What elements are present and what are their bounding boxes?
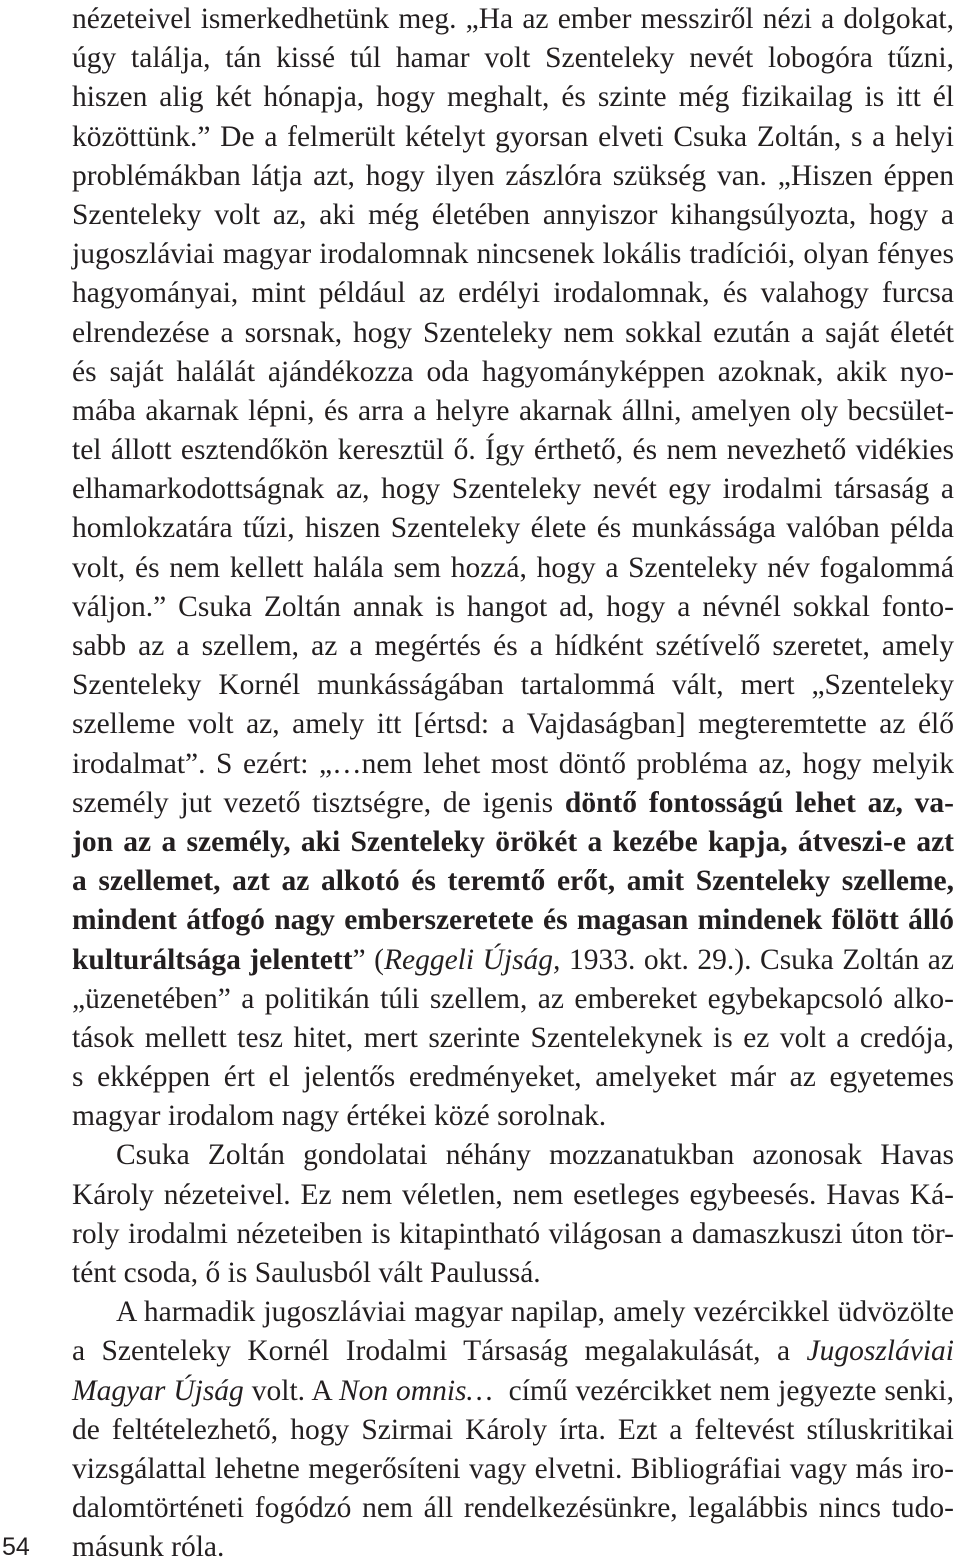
text-run: hagyományai, mint például az erdélyi irodalomnak, és valahogy furcsa [72, 277, 954, 310]
text-line [72, 0, 954, 39]
bold-text: jon az a személy, aki Szenteleky örökét a kezébe kapja, átveszi-e azt [72, 825, 954, 858]
text-run: Károly nézeteivel. Ez nem véletlen, nem esetleges egybeesés. Havas Ká- [72, 1178, 954, 1211]
text-run: szelleme volt az, amely itt [értsd: a Vajdaságban] megteremtette az élő [72, 708, 954, 741]
text-line [72, 39, 954, 78]
text-line [72, 431, 954, 470]
bold-text: mindent átfogó nagy emberszeretete és magasan mindenek fölött álló [72, 904, 954, 937]
text-run: közöttünk.” De a felmerült kételyt gyorsan elveti Csuka Zoltán, s a helyi [72, 120, 954, 153]
text-line [72, 588, 954, 627]
italic-text: Non omnis… [338, 1374, 493, 1407]
text-run: a Szenteleky Kornél Irodalmi Társaság megalakulását, a [72, 1335, 807, 1368]
text-line [72, 314, 954, 353]
text-line [72, 1489, 954, 1528]
text-line [72, 274, 954, 313]
text-line [72, 823, 954, 862]
text-line [72, 235, 954, 274]
text-line [72, 509, 954, 548]
text-line [72, 901, 954, 940]
text-run: problémákban látja azt, hogy ilyen zászlóra szükség van. „Hiszen éppen [72, 159, 954, 192]
text-run: tások mellett tesz hitet, mert szerinte Szentelekynek is ez volt a credója, [72, 1021, 954, 1054]
italic-text: Jugoszláviai [806, 1335, 954, 1368]
text-line [72, 1293, 954, 1332]
text-line [72, 78, 954, 117]
text-run: homlokzatára tűzi, hiszen Szenteleky élete és munkássága valóban példa [72, 512, 954, 545]
text-line [72, 1019, 954, 1058]
text-line [72, 1372, 954, 1411]
text-line [72, 1097, 954, 1136]
text-run: dalomtörténeti fogódzó nem áll rendelkezésünkre, legalábbis nincs tudo- [72, 1492, 954, 1525]
document-page [72, 0, 954, 1568]
text-line [72, 1411, 954, 1450]
text-run: hiszen alig két hónapja, hogy meghalt, és szinte még fizikailag is itt él [72, 81, 954, 114]
text-run: magyar irodalom nagy értékei közé sorolnak. [72, 1100, 607, 1133]
bold-text: a szellemet, azt az alkotó és teremtő erőt, amit Szenteleky szelleme, [72, 865, 954, 898]
text-run: tel állott esztendőkön keresztül ő. Így érthető, és nem nevezhető vidékies [72, 434, 954, 467]
text-run: jugoszláviai magyar irodalomnak nincsenek lokális tradíciói, olyan fényes [72, 238, 954, 271]
text-run: s ekképpen ért el jelentős eredményeket, amelyeket már az egyetemes [72, 1061, 954, 1094]
text-run: és saját halálát ajándékozza oda hagyományképpen azoknak, akik nyo- [72, 355, 954, 388]
text-line [72, 862, 954, 901]
text-run: vizsgálattal lehetne megerősíteni vagy elvetni. Bibliográfiai vagy más iro- [72, 1452, 954, 1485]
text-line [72, 745, 954, 784]
italic-text: Reggeli Újság, [383, 943, 561, 976]
text-run: elhamarkodottságnak az, hogy Szenteleky nevét egy irodalmi társaság a [72, 473, 954, 506]
text-line [72, 1528, 954, 1567]
text-run: A harmadik jugoszláviai magyar napilap, amely vezércikkel üdvözölte [116, 1296, 954, 1329]
text-line [72, 1254, 954, 1293]
text-run: ” ( [352, 943, 384, 976]
text-line [72, 1450, 954, 1489]
text-line [72, 196, 954, 235]
text-line [72, 157, 954, 196]
text-run: 1933. okt. 29.). Csuka Zoltán az [560, 943, 954, 976]
text-line [72, 705, 954, 744]
text-run: másunk róla. [72, 1531, 225, 1564]
text-run: roly irodalmi nézeteiben is kitapintható világosan a damaszkuszi úton tör- [72, 1217, 954, 1250]
text-line [72, 1332, 954, 1371]
text-run: tént csoda, ő is Saulusból vált Paulussá. [72, 1257, 541, 1289]
text-run: nézeteivel ismerkedhetünk meg. „Ha az ember messziről nézi a dolgokat, [72, 3, 954, 35]
text-line [72, 1176, 954, 1215]
text-run: sabb az a szellem, az a megértés és a hídként szétívelő szeretet, amely [72, 630, 954, 662]
text-line [72, 470, 954, 509]
text-line [72, 392, 954, 431]
text-run: című vezércikket nem jegyezte senki, [492, 1374, 954, 1407]
text-run: úgy találja, tán kissé túl hamar volt Szenteleky nevét lobogóra tűzni, [72, 42, 954, 75]
text-run: mába akarnak lépni, és arra a helyre akarnak állni, amelyen oly becsület- [72, 394, 954, 427]
bold-text: döntő fontosságú lehet az, va- [564, 786, 955, 819]
text-line [72, 1215, 954, 1254]
text-run: volt, és nem kellett halála sem hozzá, hogy a Szenteleky név fogalommá [72, 551, 954, 584]
text-run: de feltételezhető, hogy Szirmai Károly írta. Ezt a feltevést stíluskritikai [72, 1413, 954, 1446]
text-line [72, 941, 954, 980]
text-line [72, 353, 954, 392]
text-line [72, 666, 954, 705]
text-run: irodalmat”. S ezért: „…nem lehet most döntő probléma az, hogy melyik [72, 747, 954, 780]
text-line [72, 118, 954, 157]
page-number: 54 [2, 1533, 30, 1561]
text-run: Szenteleky volt az, aki még életében annyiszor kihangsúlyozta, hogy a [72, 198, 954, 231]
text-run: Szenteleky Kornél munkásságában tartalommá vált, mert „Szenteleky [72, 669, 954, 702]
text-run: váljon.” Csuka Zoltán annak is hangot ad, hogy a névnél sokkal fonto- [72, 590, 954, 623]
bold-text: kulturáltsága jelentett [72, 943, 353, 976]
text-line [72, 980, 954, 1019]
text-run: elrendezése a sorsnak, hogy Szenteleky nem sokkal ezután a saját életét [72, 316, 954, 349]
text-run: Csuka Zoltán gondolatai néhány mozzanatukban azonosak Havas [116, 1139, 954, 1172]
text-run: „üzenetében” a politikán túli szellem, az embereket egybekapcsoló alko- [72, 982, 954, 1015]
text-line [72, 1058, 954, 1097]
text-line [72, 627, 954, 666]
text-line [72, 1136, 954, 1175]
text-line [72, 549, 954, 588]
italic-text: Magyar Újság [72, 1374, 244, 1407]
text-run: volt. A [243, 1374, 339, 1407]
text-line [72, 784, 954, 823]
text-run: személy jut vezető tisztségre, de igenis [72, 786, 565, 819]
